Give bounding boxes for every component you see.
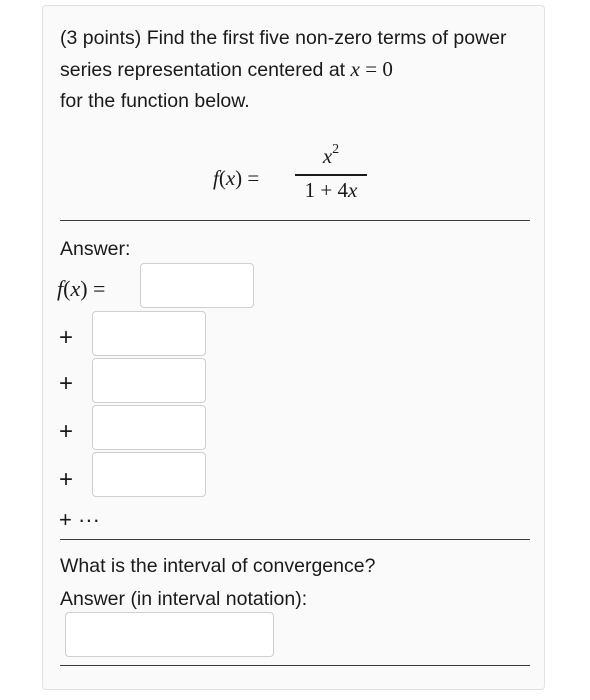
plus-sign: +: [59, 370, 74, 397]
convergence-question: What is the interval of convergence?: [60, 555, 376, 577]
function-display: [213, 144, 383, 214]
term-4-input[interactable]: [92, 405, 206, 450]
center-value: = 0: [365, 57, 393, 81]
answer-lhs: f(x) =: [57, 276, 106, 301]
term-2-input[interactable]: [92, 311, 206, 356]
fraction-bar: [295, 174, 367, 176]
plus-sign: +: [59, 418, 74, 445]
plus-sign: +: [59, 324, 74, 351]
divider: [60, 665, 530, 666]
question-tail: for the function below.: [60, 90, 250, 112]
answer-label: Answer:: [60, 238, 131, 260]
term-5-input[interactable]: [92, 452, 206, 497]
fraction-numerator: $x^2$: [322, 142, 340, 168]
variable-x: x: [350, 57, 360, 81]
term-3-input[interactable]: [92, 358, 206, 403]
divider: [60, 220, 530, 221]
question-text: (3 points) Find the first five non-zero terms of power series representation centered at x = 0 for the function below.: [60, 27, 507, 112]
plus-sign: +: [59, 466, 74, 493]
fraction-denominator: 1 + 4x: [304, 178, 358, 202]
function-lhs: f(x) =: [213, 166, 260, 190]
convergence-label: Answer (in interval notation):: [60, 588, 308, 610]
term-1-input[interactable]: [140, 263, 254, 308]
interval-input[interactable]: [65, 612, 274, 657]
question-card: [42, 5, 545, 690]
series-ellipsis: + ···: [59, 507, 100, 532]
divider: [60, 539, 530, 540]
